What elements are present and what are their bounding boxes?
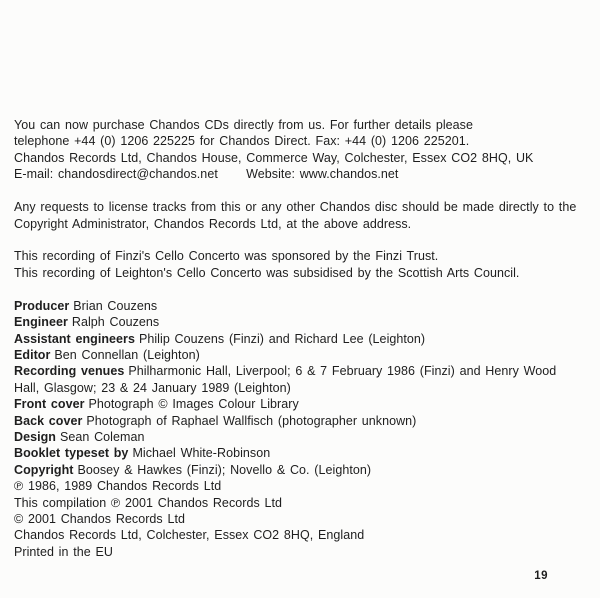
purchase-info-paragraph — [14, 117, 596, 183]
credit-label: Copyright — [14, 462, 74, 477]
page-number: 19 — [534, 570, 548, 582]
text-line: telephone +44 (0) 1206 225225 for Chandos Direct. Fax: +44 (0) 1206 225201. — [14, 134, 470, 149]
copyright-line — [14, 511, 596, 527]
credit-line — [14, 363, 596, 379]
credit-text: Philip Couzens (Finzi) and Richard Lee (Leighton) — [138, 331, 426, 346]
credit-line — [14, 298, 596, 314]
credit-label: Front cover — [14, 397, 85, 412]
credit-text: Boosey & Hawkes (Finzi); Novello & Co. (Leighton) — [77, 462, 372, 477]
text-line: Copyright Administrator, Chandos Records Ltd, at the above address. — [14, 216, 412, 231]
contact-line: E-mail: chandosdirect@chandos.net Website: www.chandos.net — [14, 167, 399, 182]
credit-text: Ralph Couzens — [71, 315, 160, 330]
credit-line — [14, 347, 596, 363]
compilation-copyright-line — [14, 495, 596, 511]
credit-text: Brian Couzens — [73, 298, 158, 313]
credit-text: Hall, Glasgow; 23 & 24 January 1989 (Leighton) — [14, 380, 291, 395]
phonogram-copyright-line — [14, 478, 596, 494]
text-line: You can now purchase Chandos CDs directly from us. For further details please — [14, 118, 473, 132]
credit-line — [14, 462, 596, 478]
booklet-page-content — [14, 117, 596, 560]
credit-line — [14, 314, 596, 330]
printed-in-line — [14, 544, 596, 560]
credit-label: Editor — [14, 347, 51, 362]
text-line: This recording of Finzi's Cello Concerto was sponsored by the Finzi Trust. — [14, 249, 439, 264]
credits-block — [14, 298, 596, 561]
credit-label: Engineer — [14, 315, 68, 330]
credit-line — [14, 413, 596, 429]
credit-text: Sean Coleman — [59, 430, 145, 444]
licensing-paragraph — [14, 199, 596, 232]
credit-line — [14, 331, 596, 347]
credit-text: Michael White-Robinson — [132, 446, 271, 461]
credit-line — [14, 445, 596, 461]
credit-text: © 2001 Chandos Records Ltd — [14, 512, 185, 527]
credit-label: Booklet typeset by — [14, 446, 129, 461]
credit-text: Photograph of Raphael Wallfisch (photographer unknown) — [86, 413, 417, 428]
credit-line — [14, 429, 596, 445]
address-line — [14, 527, 596, 543]
credit-label: Recording venues — [14, 364, 125, 379]
credit-text: Ben Connellan (Leighton) — [54, 347, 200, 362]
text-line: Chandos Records Ltd, Chandos House, Commerce Way, Colchester, Essex CO2 8HQ, UK — [14, 150, 534, 165]
sponsorship-paragraph — [14, 248, 596, 281]
credit-line — [14, 396, 596, 412]
text-line: Any requests to license tracks from this or any other Chandos disc should be made directly to the — [14, 200, 577, 215]
credit-text: This compilation ℗ 2001 Chandos Records Ltd — [14, 495, 283, 510]
credit-text: Photograph © Images Colour Library — [88, 397, 299, 412]
credit-label: Assistant engineers — [14, 331, 135, 346]
credit-label: Back cover — [14, 413, 83, 428]
credit-text: ℗ 1986, 1989 Chandos Records Ltd — [14, 479, 222, 494]
credit-label: Design — [14, 430, 56, 444]
credit-line-continuation — [14, 380, 596, 396]
text-line: This recording of Leighton's Cello Concerto was subsidised by the Scottish Arts Council. — [14, 265, 520, 280]
credit-label: Producer — [14, 298, 70, 313]
credit-text: Printed in the EU — [14, 544, 113, 559]
credit-text: Philharmonic Hall, Liverpool; 6 & 7 February 1986 (Finzi) and Henry Wood — [128, 364, 557, 379]
credit-text: Chandos Records Ltd, Colchester, Essex CO2 8HQ, England — [14, 528, 365, 543]
